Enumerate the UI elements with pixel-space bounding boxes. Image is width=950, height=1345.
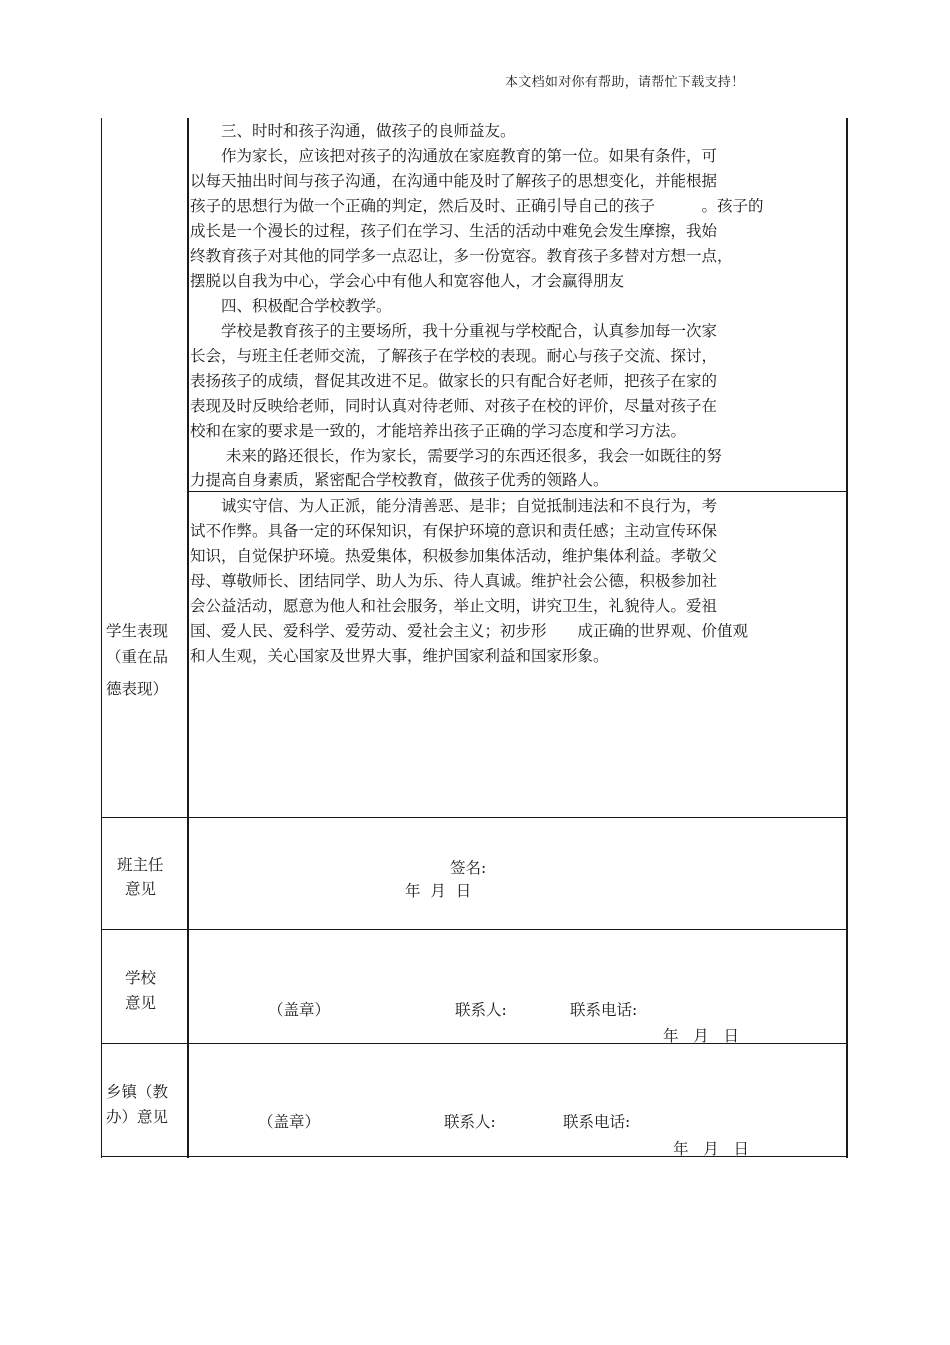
- parent-line-11: 表扬孩子的成绩，督促其改进不足。做家长的只有配合好老师，把孩子在家的: [190, 372, 718, 390]
- town-stamp: （盖章）: [258, 1113, 321, 1131]
- school-label-line-2: 意见: [125, 994, 157, 1012]
- town-label-line-1: 乡镇（教: [106, 1083, 169, 1101]
- parent-line-3: 以每天抽出时间与孩子沟通，在沟通中能及时了解孩子的思想变化，并能根据: [190, 172, 718, 190]
- student-label-line-3: 德表现）: [106, 680, 169, 698]
- parent-line-8: 四、积极配合学校教学。: [190, 297, 392, 315]
- school-date: 年 月 日: [663, 1027, 740, 1045]
- teacher-label-line-2: 意见: [125, 880, 157, 898]
- parent-line-4: 孩子的思想行为做一个正确的判定，然后及时、正确引导自己的孩子 。孩子的: [190, 197, 764, 215]
- student-line-1: 诚实守信、为人正派，能分清善恶、是非；自觉抵制违法和不良行为，考: [190, 497, 718, 515]
- parent-line-15: 力提高自身素质，紧密配合学校教育，做孩子优秀的领路人。: [190, 471, 609, 489]
- teacher-date: 年 月 日: [405, 882, 472, 900]
- parent-line-12: 表现及时反映给老师，同时认真对待老师、对孩子在校的评价，尽量对孩子在: [190, 397, 718, 415]
- student-label-line-2: （重在品: [106, 648, 169, 666]
- school-label-line-1: 学校: [125, 969, 157, 987]
- student-line-4: 母、尊敬师长、团结同学、助人为乐、待人真诚。维护社会公德，积极参加社: [190, 572, 718, 590]
- town-phone: 联系电话:: [563, 1113, 631, 1131]
- parent-line-7: 摆脱以自我为中心，学会心中有他人和宽容他人，才会赢得朋友: [190, 272, 625, 290]
- parent-line-10: 长会，与班主任老师交流，了解孩子在学校的表现。耐心与孩子交流、探讨，: [190, 347, 718, 365]
- student-line-3: 知识，自觉保护环境。热爱集体，积极参加集体活动，维护集体利益。孝敬父: [190, 547, 718, 565]
- school-stamp: （盖章）: [268, 1001, 331, 1019]
- row-divider-3: [101, 929, 848, 930]
- table-border-left: [101, 118, 102, 1158]
- table-border-right: [846, 118, 848, 1158]
- student-line-2: 试不作弊。具备一定的环保知识，有保护环境的意识和责任感；主动宣传环保: [190, 522, 718, 540]
- teacher-signature: 签名:: [450, 859, 487, 877]
- parent-line-9: 学校是教育孩子的主要场所，我十分重视与学校配合，认真参加每一次家: [190, 322, 718, 340]
- student-label-line-1: 学生表现: [106, 622, 169, 640]
- teacher-label-line-1: 班主任: [117, 856, 164, 874]
- parent-line-2: 作为家长，应该把对孩子的沟通放在家庭教育的第一位。如果有条件，可: [190, 147, 718, 165]
- student-line-6: 国、爱人民、爱科学、爱劳动、爱社会主义；初步形 成正确的世界观、价值观: [190, 622, 749, 640]
- student-line-5: 会公益活动，愿意为他人和社会服务，举止文明，讲究卫生，礼貌待人。爱祖: [190, 597, 718, 615]
- header-note: 本文档如对你有帮助，请帮忙下载支持！: [505, 75, 745, 90]
- parent-line-6: 终教育孩子对其他的同学多一点忍让，多一份宽容。教育孩子多替对方想一点，: [190, 247, 733, 265]
- parent-line-5: 成长是一个漫长的过程，孩子们在学习、生活的活动中难免会发生摩擦，我始: [190, 222, 718, 240]
- town-label-line-2: 办）意见: [106, 1108, 169, 1126]
- parent-line-13: 校和在家的要求是一致的，才能培养出孩子正确的学习态度和学习方法。: [190, 422, 687, 440]
- town-date: 年 月 日: [673, 1140, 750, 1158]
- table-divider-left: [187, 118, 189, 1158]
- school-phone: 联系电话:: [570, 1001, 638, 1019]
- parent-line-14: 未来的路还很长，作为家长，需要学习的东西还很多，我会一如既往的努: [190, 447, 722, 465]
- town-contact: 联系人:: [444, 1113, 496, 1131]
- student-line-7: 和人生观，关心国家及世界大事，维护国家利益和国家形象。: [190, 647, 609, 665]
- school-contact: 联系人:: [455, 1001, 507, 1019]
- parent-line-1: 三、时时和孩子沟通，做孩子的良师益友。: [190, 122, 516, 140]
- row-divider-2: [101, 817, 848, 818]
